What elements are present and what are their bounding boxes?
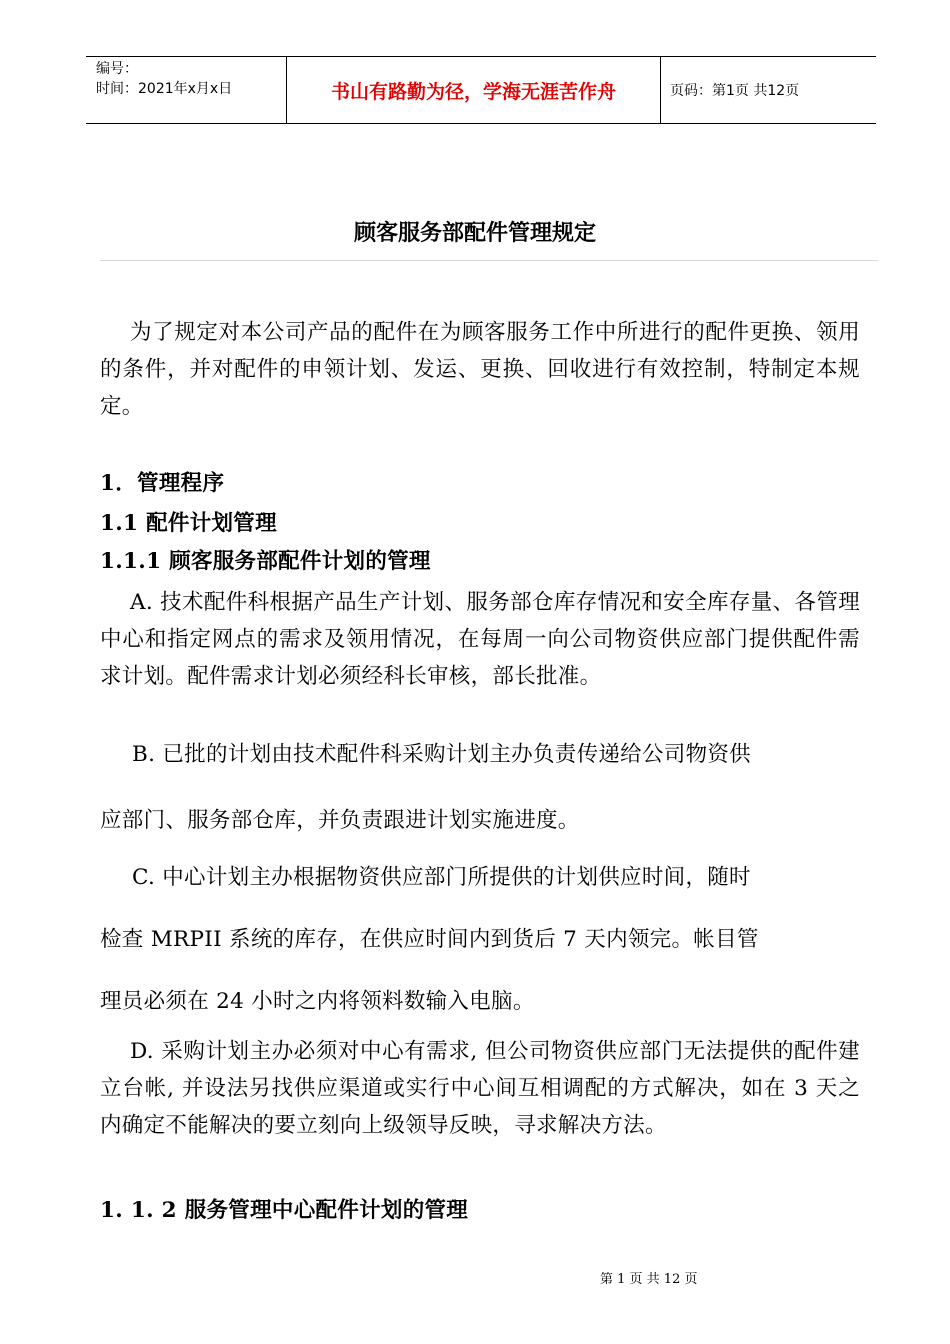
header-meta xyxy=(96,59,232,99)
header-divider xyxy=(660,57,661,123)
heading-1: 1．管理程序 xyxy=(100,471,225,496)
heading-1-1: 1.1 配件计划管理 xyxy=(100,511,277,536)
item-b-line-1: B. 已批的计划由技术配件科采购计划主办负责传递给公司物资供 xyxy=(132,742,751,767)
item-c-line-3: 理员必须在 24 小时之内将领料数输入电脑。 xyxy=(100,989,535,1014)
header-page-info: 页码：第1页 共12页 xyxy=(670,83,800,99)
item-c-line-2: 检查 MRPII 系统的库存，在供应时间内到货后 7 天内领完。帐目管 xyxy=(100,927,759,952)
header-motto: 书山有路勤为径，学海无涯苦作舟 xyxy=(330,80,616,103)
item-b-line-2: 应部门、服务部仓库，并负责跟进计划实施进度。 xyxy=(100,808,580,833)
item-d-paragraph: D. 采购计划主办必须对中心有需求, 但公司物资供应部门无法提供的配件建立台帐, 并设法另找供应渠道或实行中心间互相调配的方式解决，如在 3 天之内确定不能解决的要立刻向上级领导反映，寻求解决方法。 xyxy=(100,1039,860,1138)
item-a-paragraph: A. 技术配件科根据产品生产计划、服务部仓库存情况和安全库存量、各管理中心和指定网点的需求及领用情况，在每周一向公司物资供应部门提供配件需求计划。配件需求计划必须经科长审核，部长批准。 xyxy=(100,590,860,689)
heading-1-1-1: 1.1.1 顾客服务部配件计划的管理 xyxy=(100,549,431,574)
intro-paragraph: 为了规定对本公司产品的配件在为顾客服务工作中所进行的配件更换、领用的条件，并对配件的申领计划、发运、更换、回收进行有效控制，特制定本规定。 xyxy=(100,320,860,419)
page-footer: 第 1 页 共 12 页 xyxy=(600,1272,698,1287)
item-c-line-1: C. 中心计划主办根据物资供应部门所提供的计划供应时间，随时 xyxy=(132,865,751,890)
heading-1-1-2: 1. 1. 2 服务管理中心配件计划的管理 xyxy=(100,1198,469,1223)
header-number-label: 编号： xyxy=(96,61,138,77)
header-time-label: 时间：2021年x月x日 xyxy=(96,81,233,97)
document-title: 顾客服务部配件管理规定 xyxy=(353,220,596,246)
page-header xyxy=(86,56,876,124)
title-divider xyxy=(100,260,878,261)
